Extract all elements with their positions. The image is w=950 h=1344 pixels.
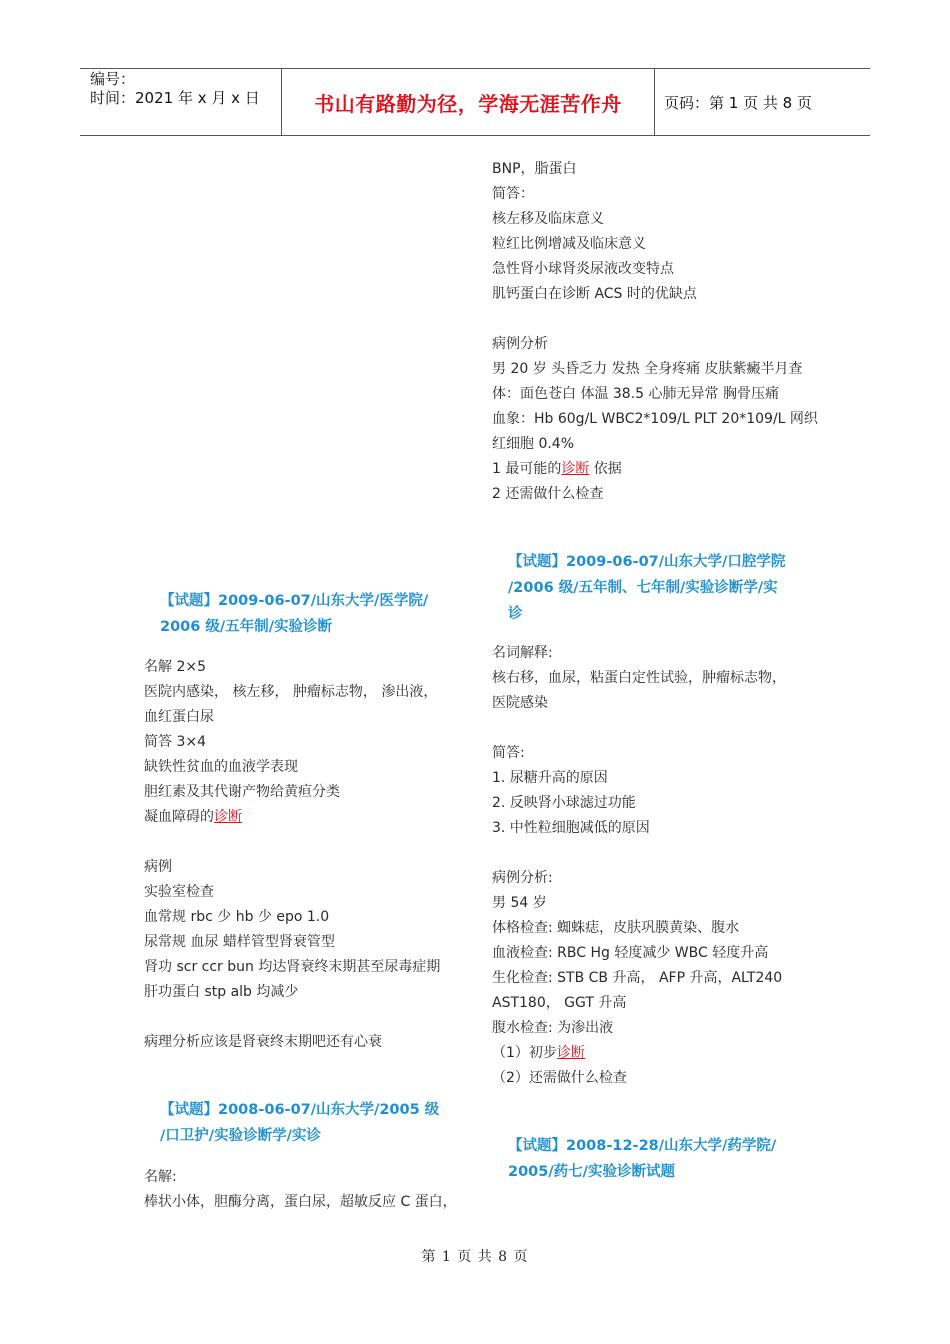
text-line: 核右移，血尿，粘蛋白定性试验，肿瘤标志物， — [492, 670, 786, 686]
text-line: 2. 反映肾小球滤过功能 — [492, 795, 636, 811]
right-top-block — [492, 157, 818, 507]
text-line — [144, 805, 440, 830]
heading-line: 2006 级/五年制/实验诊断 — [160, 619, 332, 635]
section-heading-s2 — [160, 1097, 439, 1149]
text-line: 体：面色苍白 体温 38.5 心肺无异常 胸骨压痛 — [492, 386, 779, 402]
header-bottom-rule — [80, 135, 870, 136]
header-motto: 书山有路勤为径，学海无涯苦作舟 — [314, 92, 622, 116]
text-line: 核左移及临床意义 — [492, 211, 604, 227]
text-line: 病例分析: — [492, 870, 553, 886]
text-line: 血红蛋白尿 — [144, 709, 214, 725]
text-line: 血象：Hb 60g/L WBC2*109/L PLT 20*109/L 网织 — [492, 411, 818, 427]
text-run: （1）初步 — [492, 1045, 557, 1061]
text-line: 2 还需做什么检查 — [492, 486, 604, 502]
text-line: 血常规 rbc 少 hb 少 epo 1.0 — [144, 909, 330, 925]
text-line: 1. 尿糖升高的原因 — [492, 770, 608, 786]
left-s2-block — [144, 1165, 457, 1215]
heading-line: 【试题】2009-06-07/山东大学/口腔学院 — [508, 554, 786, 570]
heading-line: 【试题】2008-12-28/山东大学/药学院/ — [508, 1138, 777, 1154]
section-heading-s3 — [508, 549, 785, 627]
text-line: 病例分析 — [492, 336, 548, 352]
text-line: 生化检查: STB CB 升高， AFP 升高，ALT240 — [492, 970, 783, 986]
right-s3-block — [492, 641, 786, 1091]
text-run: 凝血障碍的 — [144, 809, 214, 825]
text-line: 缺铁性贫血的血液学表现 — [144, 759, 298, 775]
text-line: （2）还需做什么检查 — [492, 1070, 627, 1086]
header-number: 编号： — [90, 70, 136, 88]
text-line: 名解 2×5 — [144, 659, 206, 675]
text-line: 3. 中性粒细胞减低的原因 — [492, 820, 650, 836]
text-line: 男 54 岁 — [492, 895, 547, 911]
page-footer: 第 1 页 共 8 页 — [421, 1249, 529, 1265]
header-date: 时间：2021 年 x 月 x 日 — [90, 89, 260, 107]
heading-line: 【试题】2008-06-07/山东大学/2005 级 — [160, 1102, 440, 1118]
heading-line: 【试题】2009-06-07/山东大学/医学院/ — [160, 593, 429, 609]
text-line: AST180， GGT 升高 — [492, 995, 627, 1011]
text-line: 简答: — [492, 745, 525, 761]
text-line: 医院感染 — [492, 695, 548, 711]
text-line: 医院内感染， 核左移， 肿瘤标志物， 渗出液， — [144, 684, 438, 700]
diagnosis-link[interactable]: 诊断 — [214, 809, 242, 825]
text-line: 肾功 scr ccr bun 均达肾衰终末期甚至尿毒症期 — [144, 959, 441, 975]
text-line: BNP，脂蛋白 — [492, 161, 577, 177]
header-top-rule — [80, 68, 870, 69]
text-line: 胆红素及其代谢产物给黄疸分类 — [144, 784, 340, 800]
text-line: 肝功蛋白 stp alb 均减少 — [144, 984, 299, 1000]
text-line — [492, 1041, 786, 1066]
text-line: 简答 3×4 — [144, 734, 206, 750]
section-heading-s1 — [160, 588, 428, 640]
text-line: 棒状小体，胆酶分离，蛋白尿，超敏反应 C 蛋白， — [144, 1194, 457, 1210]
text-line: 急性肾小球肾炎尿液改变特点 — [492, 261, 674, 277]
section-heading-s4 — [508, 1133, 776, 1185]
text-line: 实验室检查 — [144, 884, 214, 900]
text-line: 红细胞 0.4% — [492, 436, 575, 452]
text-line: 名词解释: — [492, 645, 553, 661]
text-line — [492, 457, 818, 482]
diagnosis-link[interactable]: 诊断 — [561, 461, 590, 477]
text-line: 体格检查: 蜘蛛痣，皮肤巩膜黄染、腹水 — [492, 920, 740, 936]
heading-line: 2005/药七/实验诊断试题 — [508, 1164, 675, 1180]
text-line: 名解: — [144, 1169, 177, 1185]
left-s1-block — [144, 655, 440, 1055]
heading-line: /2006 级/五年制、七年制/实验诊断学/实 — [508, 580, 778, 596]
header-divider-right — [654, 68, 655, 135]
text-line: 简答： — [492, 186, 534, 202]
header-page-info: 页码：第 1 页 共 8 页 — [664, 94, 812, 112]
text-run: 依据 — [589, 461, 622, 477]
text-line: 肌钙蛋白在诊断 ACS 时的优缺点 — [492, 286, 697, 302]
header-meta — [90, 70, 260, 108]
heading-line: /口卫护/实验诊断学/实诊 — [160, 1128, 321, 1144]
text-run: 1 最可能的 — [492, 461, 562, 477]
diagnosis-link[interactable]: 诊断 — [556, 1045, 585, 1061]
text-line: 粒红比例增减及临床意义 — [492, 236, 646, 252]
text-line: 血液检查: RBC Hg 轻度减少 WBC 轻度升高 — [492, 945, 769, 961]
text-line: 尿常规 血尿 蜡样管型肾衰管型 — [144, 934, 335, 950]
text-line: 病理分析应该是肾衰终末期吧还有心衰 — [144, 1034, 382, 1050]
text-line: 病例 — [144, 859, 172, 875]
text-line: 男 20 岁 头昏乏力 发热 全身疼痛 皮肤紫癜半月查 — [492, 361, 803, 377]
heading-line: 诊 — [508, 606, 523, 622]
text-line: 腹水检查: 为渗出液 — [492, 1020, 614, 1036]
